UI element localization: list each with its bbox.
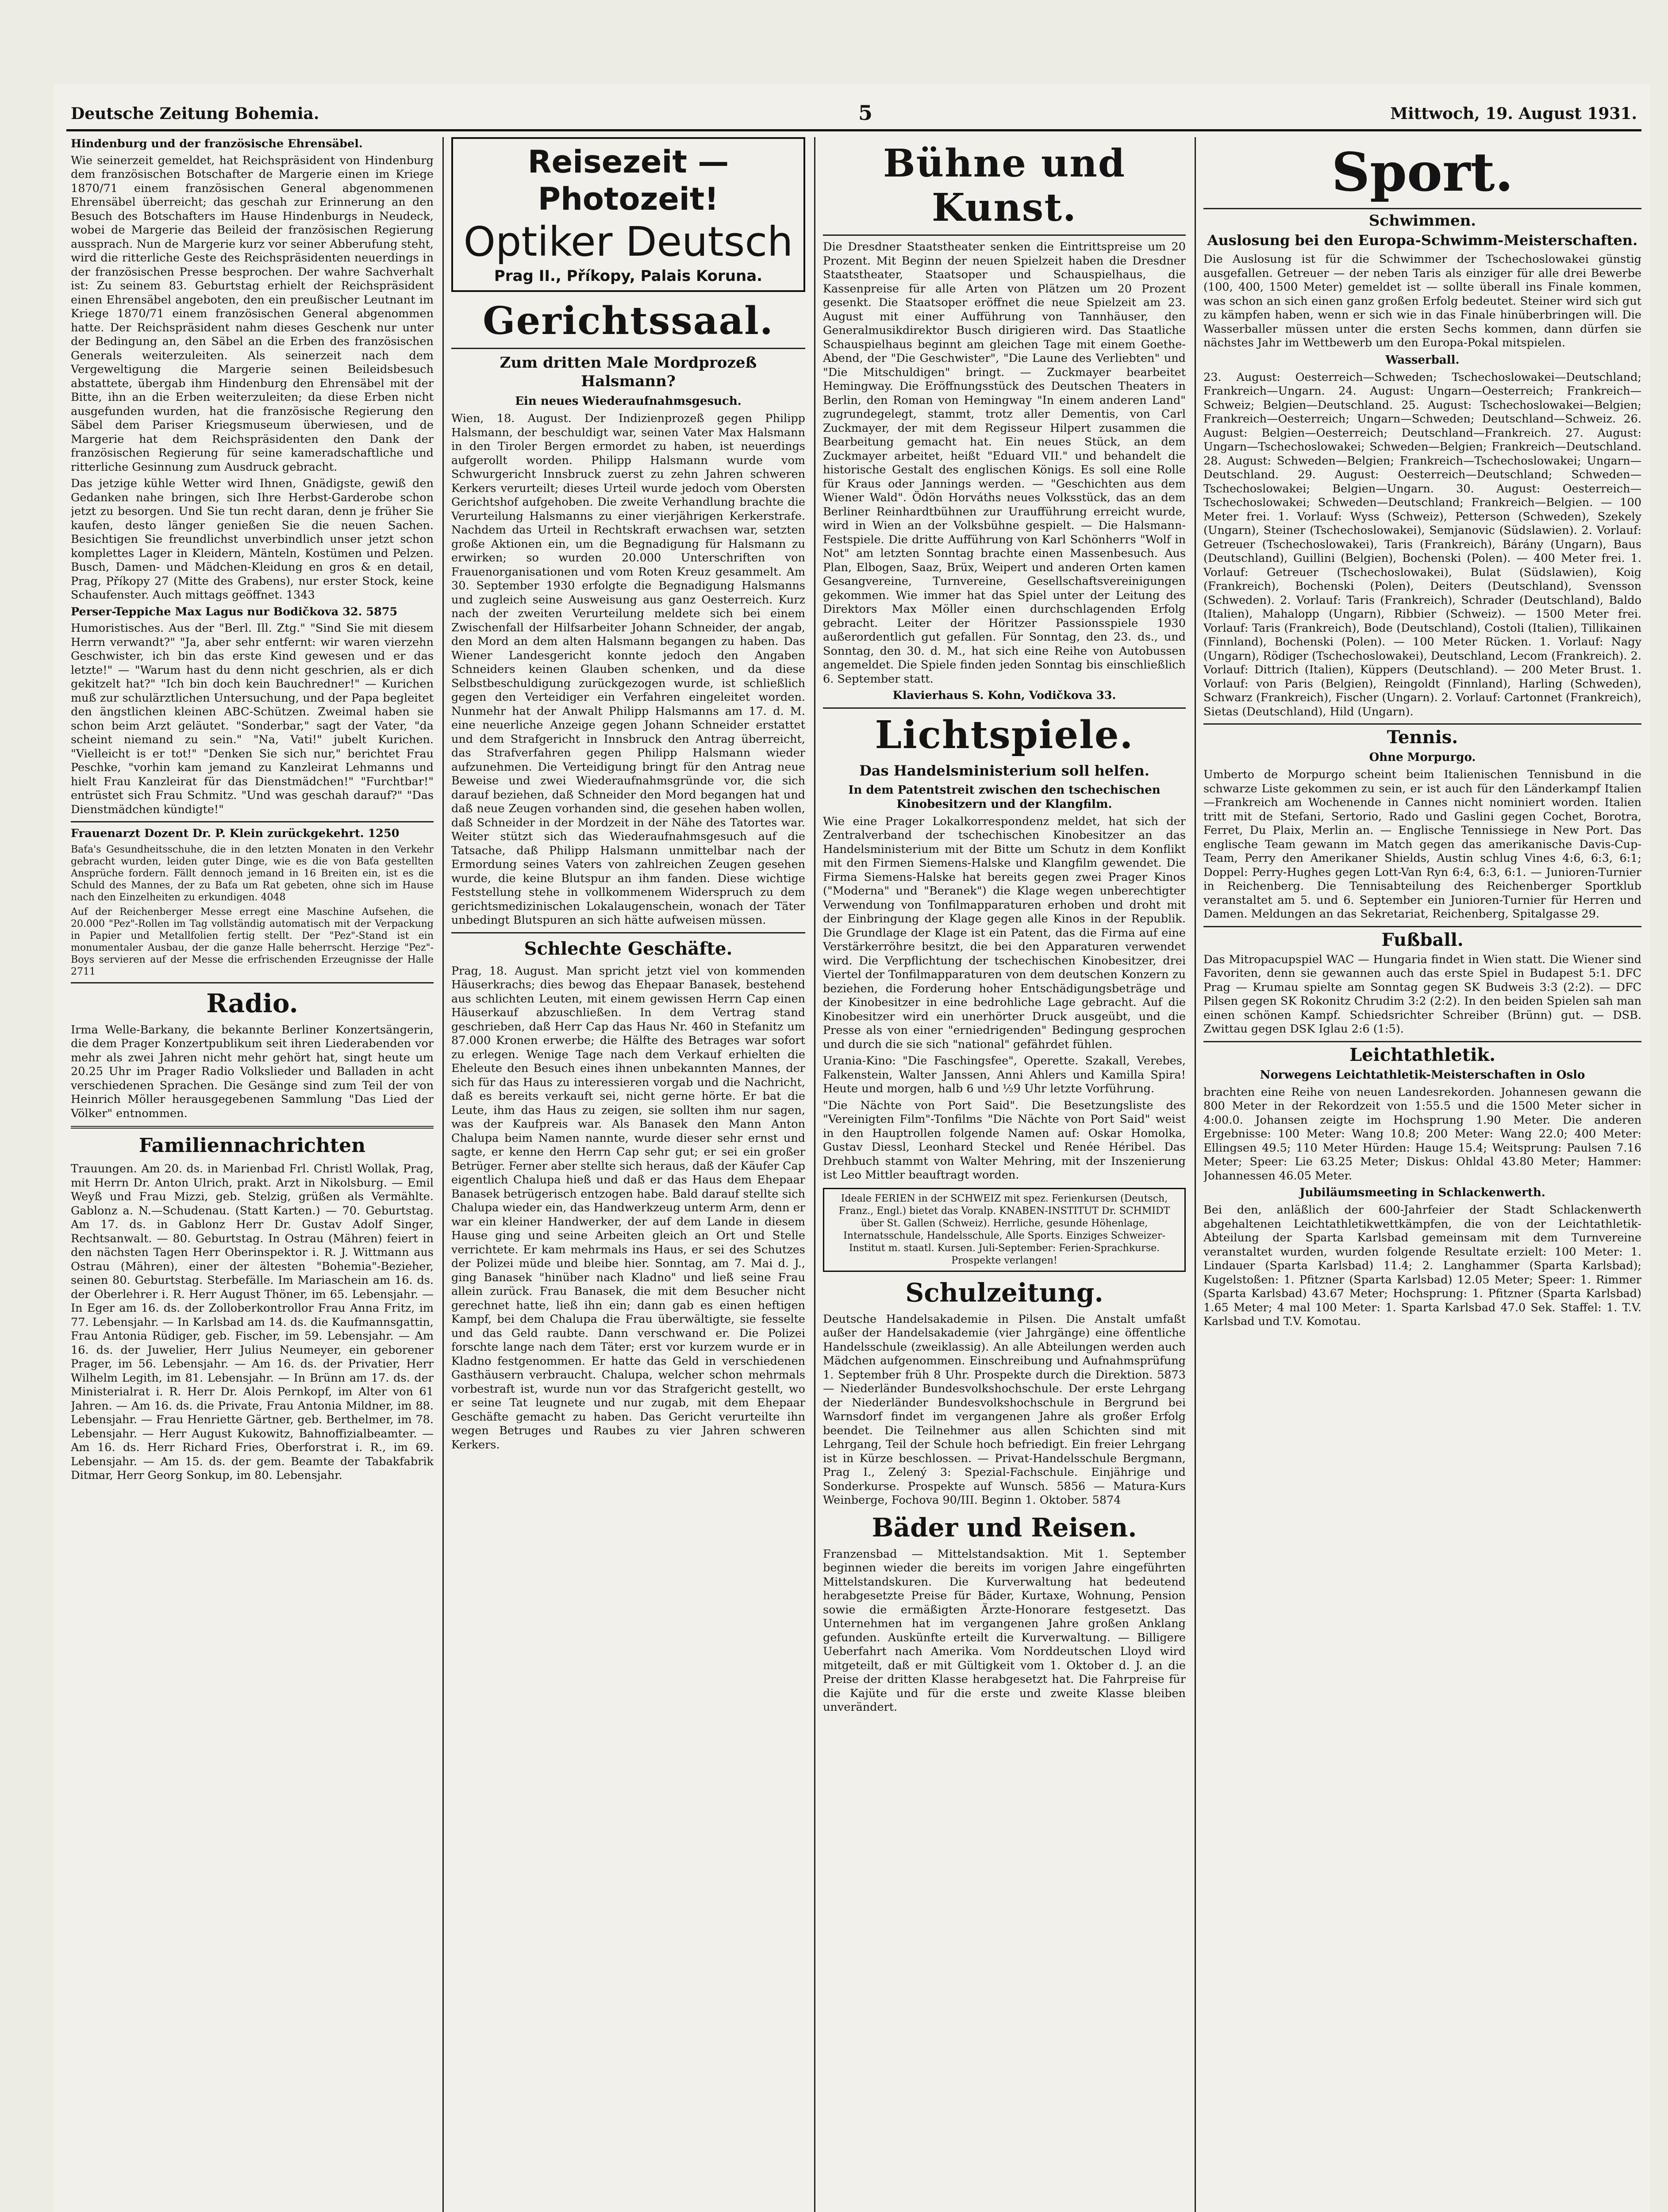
article-subheadline: In dem Patentstreit zwischen den tschechischen Kinobesitzern und der Klangfilm. (848, 783, 1161, 811)
article-headline: Ohne Morpurgo. (1369, 751, 1476, 764)
column-2 (451, 137, 805, 2212)
article-headline: Jubiläumsmeeting in Schlackenwerth. (1299, 1186, 1545, 1199)
article-text: 23. August: Oesterreich—Schweden; Tschechoslowakei—Deutschland; Frankreich—Ungarn. 24. August: Ungarn—Oesterreich; Frankreich—Schweiz; Belgien—Deutschland. 25. August: Tschechoslowakei—Belgien; Frankreich—Oesterreich; Ungarn—Schweden; Deutschland—Schweiz. 26. August: Belgien—Oesterreich; Deutschland—Frankreich. 27. August: Ungarn—Tschechoslowakei; Schweden—Belgien; Frankreich—Deutschland. 28. August: Schweden—Belgien; Frankreich—Tschechoslowakei; Ungarn—Deutschland. 29. August: Oesterreich—Deutschland; Schweden—Tschechoslowakei; Belgien—Ungarn. 30. August: Oesterreich—Tschechoslowakei; Schweden—Deutschland; Frankreich—Belgien. — 100 Meter frei. 1. Vorlauf: Wyss (Schweiz), Petterson (Schweden), Szekely (Ungarn), Steiner (Tschechoslowakei), Semjanovic (Südslawien). 2. Vorlauf: Getreuer (Tschechoslowakei), Taris (Frankreich), Bárány (Ungarn), Baus (Deutschland), Guillini (Belgien), Bochenski (Polen). — 400 Meter frei. 1. Vorlauf: Getreuer (Tschechoslowakei), Bulat (Südslawien), Koig (Frankreich), Bochenski (Polen), Deiters (Deutschland), Svensson (Schweden). 2. Vorlauf: Taris (Frankreich), Schrader (Deutschland), Baldo (Italien), Mahalopp (Ungarn), Ribbier (Schweiz). — 1500 Meter frei. Vorlauf: Taris (Frankreich), Bode (Deutschland), Costoli (Italien), Tillikainen (Finnland), Bochenski (Polen). — 100 Meter Rücken. 1. Vorlauf: Nagy (Ungarn), Rödiger (Tschechoslowakei), Deutschland, Lecom (Frankreich). 2. Vorlauf: Dittrich (Italien), Küppers (Deutschland). — 200 Meter Brust. 1. Vorlauf: von Paris (Belgien), Reingoldt (Finnland), Harling (Schweden), Schwarz (Frankreich), Fischer (Ungarn). 2. Vorlauf: Cartonnet (Frankreich), Sietas (Deutschland), Hild (Ungarn). (1203, 370, 1641, 718)
divider (451, 348, 805, 349)
article-headline: Norwegens Leichtathletik-Meisterschaften in Oslo (1260, 1068, 1585, 1082)
header-page-number: 5 (858, 101, 873, 125)
article-text: Wie seinerzeit gemeldet, hat Reichspräsident von Hindenburg dem französischen Botschafter de Margerie einen im Kriege 1870/71 einem französischen General abgenommenen Ehrensäbel überreicht; das geschah zur Erinnerung an den Besuch des Botschafters im Hause Hindenburgs in Neudeck, wobei de Margerie das Beileid der französischen Regierung aussprach. Nun de Margerie kurz vor seiner Abberufung steht, wird die ritterliche Geste des Reichspräsidenten neuerdings in der französischen Presse besprochen. Der wahre Sachverhalt ist: Zu seinem 83. Geburtstag erhielt der Reichspräsident einen Ehrensäbel angeboten, den ein preußischer Leutnant im Kriege 1870/71 einem französischen General abgenommen hatte. Der Reichspräsident nahm dieses Geschenk nur unter der Bedingung an, den Säbel an die Erben des französischen Generals weiterzuleiten. Als seinerzeit nach dem Vergeweltigung die Margerie seinen Beileidsbesuch abstattete, übergab ihm Hindenburg den Ehrensäbel mit der Bitte, ihn an die Erben weiterzuleiten; da diese Erben nicht ausgefunden wurden, hat die französische Regierung den Säbel dem Pariser Kriegsmuseum überwiesen, und de Margerie hat dem Reichspräsidenten den Dank der französischen Regierung für seine kameradschaftliche und ritterliche Gesinnung zum Ausdruck gebracht. (71, 154, 434, 474)
article-text: Humoristisches. Aus der "Berl. Ill. Ztg." "Sind Sie mit diesem Herrn verwandt?" "Ja, aber sehr entfernt: wir waren vierzehn Geschwister, ich bin das erste Kind gewesen und er das letzte!" — "Warum hast du denn nicht geschrien, als er dich gekitzelt hat?" "Ich bin doch kein Bauchredner!" — Kurichen muß zur schulärztlichen Untersuchung, und der Papa begleitet den ängstlichen kleinen ABC-Schützen. Zweimal haben sie schon beim Arzt geläutet. "Sonderbar," sagt der Vater, "da scheint niemand zu sein." "Na, Vati!" jubelt Kurichen. "Vielleicht is er tot!" "Denken Sie sich nur," berichtet Frau Peschke, "vorhin kam jemand zu Kanzleirat Lehmanns und hielt Frau Kanzleirat für das Dienstmädchen!" "Furchtbar!" entrüstet sich Frau Schmitz. "Und was geschah darauf?" "Das Dienstmädchen kündigte!" (71, 622, 434, 816)
divider (71, 982, 434, 983)
article-headline: Das Handelsministerium soll helfen. (859, 762, 1149, 779)
article-text: Umberto de Morpurgo scheint beim Italienischen Tennisbund in die schwarze Liste gekommen zu sein, er ist auch für den Länderkampf Italien—Frankreich am Wochenende in Cannes nicht nominiert worden. Italien tritt mit de Stefani, Sertorio, Rado und Gaslini gegen Cochet, Borotra, Ferret, Du Plaix, Merlin an. — Englische Tennissiege in New Port. Das englische Team gewann im Match gegen das amerikanische Davis-Cup-Team, Perry den Amerikaner Shields, Austin schlug Vines 4:6, 6:3, 6:1; Doppel: Perry-Hughes gegen Lott-Van Ryn 6:4, 6:3, 6:1. — Junioren-Turnier in Reichenberg. Die Tennisabteilung des Reichenberger Sportklub veranstaltet am 5. und 6. September ein Junioren-Turnier für Herren und Damen. Meldungen an das Sekretariat, Reichenberg, Spitalgasse 29. (1203, 768, 1641, 921)
column-4 (1203, 137, 1641, 2212)
subsection-heading-football: Fußball. (1381, 929, 1464, 950)
institute-advertisement: Ideale FERIEN in der SCHWEIZ mit spez. Ferienkursen (Deutsch, Franz., Engl.) bietet das Voralp. KNABEN-INSTITUT Dr. SCHMIDT über St. Gallen (Schweiz). Herrliche, gesunde Höhenlage, Internatsschule, Handelsschule, Alle Sports. Einziges Schweizer-Institut m. staatl. Kursen. Juli-September: Ferien-Sprachkurse. Prospekte verlangen! (823, 1188, 1186, 1272)
article-text: brachten eine Reihe von neuen Landesrekorden. Johannesen gewann die 800 Meter in der Rekordzeit von 1:55.5 und die 1500 Meter sicher in 4:00.0. Johansen zeigte im Hochsprung 1.90 Meter. Die anderen Ergebnisse: 100 Meter: Wang 10.8; 200 Meter: Wang 22.0; 400 Meter: Ellingsen 49.5; 110 Meter Hürden: Hauge 15.4; Weitsprung: Paulsen 7.16 Meter; Speer: Lie 63.25 Meter; Diskus: Ohldal 43.80 Meter; Hammer: Johannessen 46.05 Meter. (1203, 1085, 1641, 1183)
divider (71, 1126, 434, 1129)
column-rule (1195, 137, 1196, 2212)
section-heading-family: Familiennachrichten (138, 1134, 366, 1157)
article-text: Irma Welle-Barkany, die bekannte Berliner Konzertsängerin, die dem Prager Konzertpublikum seit ihren Liederabenden vor mehr als zwei Jahren nicht mehr gehört hat, singt heute um 20.25 Uhr im Prager Radio Volkslieder und Balladen in acht verschiedenen Sprachen. Die Gesänge sind zum Teil der von Heinrich Möller herausgegebenen Sammlung "Das Lied der Völker" entnommen. (71, 1023, 434, 1120)
article-subheadline: Ein neues Wiederaufnahmsgesuch. (515, 395, 742, 408)
notice-text: Baťa's Gesundheitsschuhe, die in den letzten Monaten in den Verkehr gebracht wurden, leiden guter Dinge, wie es die von Baťa gestellten Ansprüche fordern. Fällt dennoch jemand in 16 Breiten ein, ist es die Schuld des Mannes, der zu Baťa um Rat gebeten, ohne sich im Hause nach den Einzelheiten zu erkundigen. 4048 (71, 844, 434, 903)
article-text: Prag, 18. August. Man spricht jetzt viel von kommenden Häuserkrachs; dies bewog das Ehepaar Banasek, bestehend aus schlichten Leuten, mit einem gewissen Herrn Cap einen Häuserkauf abzuschließen. In dem Vertrag stand geschrieben, daß Herr Cap das Haus Nr. 460 in Stefanitz um 87.000 Kronen erwerbe; die Hälfte des Betrages war sofort zu erlegen. Wenige Tage nach dem Verkauf erhielten die Eheleute den Besuch eines ihnen unbekannten Mannes, der sich für das Haus zu interessieren vorgab und die Nachricht, daß es bereits verkauft sei, nicht gerne hörte. Er bat die Leute, ihm das Haus zu zeigen, sie sollten ihm nur sagen, was der Kaufpreis war. Als Banasek den Mann Anton Chalupa beim Namen nannte, wurde dieser sehr ernst und sagte, er kenne den Herrn Cap sehr gut; er sei ein großer Betrüger. Ferner aber stellte sich heraus, daß der Käufer Cap eigentlich Chalupa hieß und daß er das Haus dem Ehepaar Banasek betrügerisch entzogen habe. Bald darauf stellte sich Chalupa wieder ein, das Handwerkzeug unterm Arm, denn er war ein kleiner Handwerker, der auf dem Lande in diesem Hause ging und seine Arbeiten gleich an Ort und Stelle verrichtete. Er kam mehrmals ins Haus, er sei des Schutzes der Polizei müde und bleibe hier. Sonntag, am 7. Mai d. J., ging Banasek "hinüber nach Kladno" und ließ seine Frau allein zurück. Frau Banasek, die mit dem Besucher nicht gerechnet hatte, ließ ihn ein; dann gab es einen heftigen Kampf, bei dem Chalupa die Frau überwältigte, sie fesselte und das Geld raubte. Dann verschwand er. Die Polizei forschte lange nach dem Täter; erst vor kurzem wurde er in Kladno festgenommen. Er hatte das Geld in verschiedenen Gasthäusern verbraucht. Chalupa, welcher schon mehrmals vorbestraft ist, wurde nun vor das Strafgericht gestellt, wo er seine Tat leugnete und nur zugab, mit dem Ehepaar Geschäfte gemacht zu haben. Das Gericht verurteilte ihn wegen Betruges und Raubes zu vier Jahren schweren Kerkers. (451, 964, 805, 1452)
article-text: Die Dresdner Staatstheater senken die Eintrittspreise um 20 Prozent. Mit Beginn der neuen Spielzeit haben die Dresdner Staatstheater, Staatsoper und Schauspielhaus, die Kassenpreise für alle Arten von Plätzen um 20 Prozent gesenkt. Die Staatsoper eröffnet die neue Spielzeit am 23. August mit einer Aufführung von Tannhäuser, den Generalmusikdirektor Busch dirigieren wird. Das Staatliche Schauspielhaus beginnt am gleichen Tage mit einem Goethe-Abend, der "Die Geschwister", "Die Laune des Verliebten" und "Die Mitschuldigen" bringt. — Zuckmayer bearbeitet Hemingway. Die Eröffnungsstück des Deutschen Theaters in Berlin, den Roman von Hemingway "In einem anderen Land" zugrundegelegt, stammt, trotz aller Dementis, von Carl Zuckmayer, der mit dem Regisseur Hilpert zusammen die Bearbeitung gemacht hat. Ein neues Stück, an dem Zuckmayer arbeitet, heißt "Eduard VII." und behandelt die historische Gestalt des englischen Königs. Es soll eine Rolle für Kraus oder Jannings werden. — "Geschichten aus dem Wiener Wald". Ödön Horváths neues Volksstück, das an dem Berliner Reinhardtbühnen zur Uraufführung erreicht wurde, wird in Wien an der Volksbühne gespielt. — Die Halsmann-Festspiele. Die dritte Aufführung von Karl Schönherrs "Wolf in Not" am letzten Sonntag brachte einen Massenbesuch. Aus Plan, Elbogen, Saaz, Brüx, Weipert und anderen Orten kamen Gesangvereine, Turnvereine, Gesellschaftsvereinigungen gekommen. Wie immer hat das Spiel unter der Leitung des Direktors Max Möller einen durchschlagenden Erfolg gebracht. Leiter der Höritzer Passionsspiele 1930 außerordentlich gut gefallen. Für Sonntag, den 23. ds., und Sonntag, den 30. d. M., hat sich eine Reihe von Autobussen angemeldet. Die Spiele finden jeden Sonntag bis einschließlich 6. September statt. (823, 240, 1186, 686)
divider (71, 821, 434, 822)
article-text: Das Mitropacupspiel WAC — Hungaria findet in Wien statt. Die Wiener sind Favoriten, denn sie gewannen auch das erste Spiel in Budapest 5:1. DFC Prag — Krumau spielte am Sonntag gegen SK Budweis 3:3 (2:2). — DFC Pilsen gegen SK Rokonitz Chrudim 3:2 (2:2). In den beiden Spielen sah man einen schönen Kampf. Schiedsrichter Schreiber (Brünn) gut. — DSB. Zwittau gegen DSK Iglau 2:6 (1:5). (1203, 952, 1641, 1036)
column-rule (442, 137, 444, 2212)
article-text: Deutsche Handelsakademie in Pilsen. Die Anstalt umfaßt außer der Handelsakademie (vier Jahrgänge) eine öffentliche Handelsschule (zweiklassig). An alle Abteilungen werden auch Mädchen aufgenommen. Einschreibung und Aufnahmsprüfung 1. September früh 8 Uhr. Prospekte durch die Direktion. 5873 — Niederländer Bundesvolkshochschule. Der erste Lehrgang der Niederländer Bundesvolkshochschule in Bergrund bei Warnsdorf findet im vergangenen Jahre als großer Erfolg beendet. Die Teilnehmer aus allen Schichten sind mit Lehrgang, Teil der Schule hoch befriedigt. Ein freier Lehrgang ist in Kürze beschlossen. — Privat-Handelsschule Bergmann, Prag I., Zelený 3: Spezial-Fachschule. Einjährige und Sonderkurse. Prospekte auf Wunsch. 5856 — Matura-Kurs Weinberge, Fochova 90/III. Beginn 1. Oktober. 5874 (823, 1312, 1186, 1507)
running-header (66, 103, 1641, 131)
column-1 (71, 137, 434, 2212)
divider (823, 707, 1186, 709)
section-heading-school: Schulzeitung. (905, 1277, 1103, 1308)
advertisement-text: Das jetzige kühle Wetter wird Ihnen, Gnädigste, gewiß den Gedanken nahe bringen, sich Ihre Herbst-Garderobe schon jetzt zu besorgen. Und Sie tun recht daran, denn je früher Sie kaufen, desto länger genießen Sie die neuen Sachen. Besichtigen Sie freundlichst unverbindlich unser jetzt schon komplettes Lager in Kleidern, Mänteln, Kostümen und Pelzen. Busch, Damen- und Mädchen-Kleidung en gros & en detail, Prag, Příkopy 27 (Mitte des Grabens), nur erster Stock, keine Schaufenster. Auch mittags geöffnet. 1343 (71, 477, 434, 602)
divider (823, 234, 1186, 236)
section-heading-baths: Bäder und Reisen. (872, 1512, 1137, 1543)
article-headline: Schlechte Geschäfte. (524, 938, 733, 959)
ad-company-name: Optiker Deutsch (463, 218, 793, 265)
article-headline: Zum dritten Male Mordprozeß Halsmann? (500, 354, 757, 390)
article-text: Wie eine Prager Lokalkorrespondenz meldet, hat sich der Zentralverband der tschechischen Kinobesitzer an das Handelsministerium mit der Bitte um Schutz in dem Konflikt mit den Firmen Siemens-Halske und Klangfilm gewendet. Die Firma Siemens-Halske hat bereits gegen zwei Prager Kinos ("Moderna" und "Beranek") die Klage wegen unberechtigter Verwendung von Tonfilmapparaturen erhoben und droht mit der Einbringung der Klage gegen alle Kinos in der Republik. Die Grundlage der Klage ist ein Patent, das die Firma auf eine Verstärkerröhre besitzt, die bei den Apparaturen verwendet wird. Die Verpflichtung der tschechischen Kinobesitzer, drei Viertel der Tonfilmapparaturen von dem deutschen Konzern zu beziehen, die Forderung hoher Entschädigungsbeträge und der Kinobesitzer in eine bedrohliche Lage gebracht. Auf die Kinobesitzer wird ein unerhörter Druck ausgeübt, und die Presse als von einer "erniedrigenden" Bedingung gesprochen und durch die sie sich "national" gefährdet fühlen. (823, 814, 1186, 1051)
divider (1203, 1041, 1641, 1042)
advertisement-text: Perser-Teppiche Max Lagus nur Bodičkova 32. 5875 (71, 605, 398, 618)
section-heading-radio: Radio. (206, 988, 298, 1018)
header-date: Mittwoch, 19. August 1931. (1390, 104, 1637, 123)
article-headline: Hindenburg und der französische Ehrensäbel. (71, 137, 363, 150)
header-paper-name: Deutsche Zeitung Bohemia. (71, 104, 319, 123)
divider (451, 932, 805, 933)
optiker-advertisement (451, 137, 805, 292)
column-rule (814, 137, 815, 2212)
section-heading-court: Gerichtssaal. (483, 299, 774, 343)
section-heading-film: Lichtspiele. (875, 712, 1134, 757)
divider (1203, 926, 1641, 927)
article-text: Die Auslosung ist für die Schwimmer der Tschechoslowakei günstig ausgefallen. Getreuer — der neben Taris als einziger für alle drei Bewerbe (100, 400, 1500 Meter) gemeldet ist — sollte überall ins Finale kommen, was schon an sich einen ganz großen Erfolg bedeutet. Steiner wird sich gut zu kämpfen haben, wenn er sich wie in das Finale hinüberbringen will. Die Wasserballer müssen unter die ersten Sechs kommen, dann dürfen sie nächstes Jahr im Wettbewerb um den Europa-Pokal mitspielen. (1203, 253, 1641, 349)
article-text: Trauungen. Am 20. ds. in Marienbad Frl. Christl Wollak, Prag, mit Herrn Dr. Anton Ulrich, prakt. Arzt in Nikolsburg. — Emil Weyß und Frau Mizzi, geb. Stelzig, grüßen als Vermählte. Gablonz a. N.—Schudenau. (Statt Karten.) — 70. Geburtstag. Am 17. ds. in Gablonz Herr Dr. Gustav Adolf Singer, Rechtsanwalt. — 80. Geburtstag. In Ostrau (Mähren) feiert in den nächsten Tagen Herr Oberinspektor i. R. J. Wittmann aus Ostrau (Mähren), einer der ältesten "Bohemia"-Bezieher, seinen 80. Geburtstag. Sterbefälle. Im Mariaschein am 16. ds. der Oberlehrer i. R. Herr August Thöner, im 65. Lebensjahr. — In Eger am 16. ds. der Zolloberkontrollor Frau Anna Fritz, im 77. Lebensjahr. — In Karlsbad am 14. ds. die Kaufmannsgattin, Frau Antonia Rüdiger, geb. Fischer, im 59. Lebensjahr. — Am 16. ds. der Juwelier, Herr Julius Neumeyer, ein geborener Prager, im 56. Lebensjahr. — Am 16. ds. der Privatier, Herr Wilhelm Legith, im 81. Lebensjahr. — In Brünn am 17. ds. der Ministerialrat i. R. Herr Dr. Alois Pernkopf, im Alter von 61 Jahren. — Am 16. ds. die Private, Frau Antonia Mildner, im 88. Lebensjahr. — Frau Henriette Gärtner, geb. Berthelmer, im 78. Lebensjahr. — Herr August Kukowitz, Bahnoffizialbeamter. — Am 16. ds. Herr Richard Fries, Oberforstrat i. R., im 69. Lebensjahr. — Am 15. ds. der gem. Beamte der Tabakfabrik Ditmar, Herr Georg Sonkup, im 80. Lebensjahr. (71, 1162, 434, 1482)
column-3 (823, 137, 1186, 2212)
article-text: "Die Nächte von Port Said". Die Besetzungsliste des "Vereinigten Film"-Tonfilms "Die Nächte von Port Said" weist in den Hauptrollen folgende Namen auf: Oskar Homolka, Gustav Diessl, Leonhard Steckel und Renée Héribel. Das Drehbuch stammt von Walter Mehring, mit der Inszenierung ist Leo Mittler beauftragt worden. (823, 1098, 1186, 1182)
divider (1203, 723, 1641, 725)
notice-text: Auf der Reichenberger Messe erregt eine Maschine Aufsehen, die 20.000 "Pez"-Rollen im Tag vollständig automatisch mit der Verpackung in Papier und Metallfolien fertig stellt. Der "Pez"-Stand ist ein monumentaler Ausbau, der die ganze Halle beherrscht. Herzige "Pez"-Boys servieren auf der Messe die erfrischenden Erzeugnisse der Halle 2711 (71, 906, 434, 977)
section-heading-sport: Sport. (1331, 141, 1514, 204)
article-headline: Auslosung bei den Europa-Schwimm-Meisterschaften. (1207, 232, 1638, 249)
subsection-heading-swimming: Schwimmen. (1368, 212, 1476, 230)
article-text: Wien, 18. August. Der Indizienprozeß gegen Philipp Halsmann, der beschuldigt war, seinen Vater Max Halsmann in den Tiroler Bergen ermordet zu haben, ist neuerdings aufgerollt worden. Philipp Halsmann wurde vom Schwurgericht Innsbruck zuerst zu zehn Jahren schweren Kerkers verurteilt; dieses Urteil wurde jedoch vom Obersten Gerichtshof aufgehoben. Die zweite Verhandlung brachte die Verurteilung Halsmanns zu einer vierjährigen Kerkerstrafe. Nachdem das Urteil in Rechtskraft erwachsen war, setzten große Aktionen ein, um die Begnadigung für Halsmann zu erwirken; so wurden 20.000 Unterschriften von Frauenorganisationen und vom Roten Kreuz gesammelt. Am 30. September 1930 erfolgte die Begnadigung Halsmanns und zugleich seine Ausweisung aus ganz Oesterreich. Kurz nach der zweiten Verurteilung meldete sich bei einem Zwischenfall der Hilfsarbeiter Johann Schneider, der angab, den Mord an dem alten Halsmann begangen zu haben. Das Wiener Landesgericht konnte jedoch den Angaben Schneiders keinen Glauben schenken, und da diese Selbstbeschuldigung zurückgezogen wurde, ist schließlich gegen den Verteidiger ein Verfahren eingeleitet worden. Nunmehr hat der Anwalt Philipp Halsmanns am 17. d. M. eine neuerliche Anzeige gegen Johann Schneider erstattet und dem Strafgericht in Innsbruck den Antrag überreicht, das Strafverfahren gegen Philipp Halsmann wieder aufzunehmen. Die Verteidigung bringt für den Antrag neue Beweise und zwei Wiederaufnahmsgründe vor, die sich darauf beziehen, daß Schneider den Mord begangen hat und daß neue Zeugen vorhanden sind, die gesehen haben wollen, daß Schneider in der Mordzeit in der Nähe des Tatortes war. Weiter stützt sich das Wiederaufnahmsgesuch auf die Tatsache, daß Philipp Halsmann unmittelbar nach der Ermordung seines Vaters von zahlreichen Zeugen gesehen wurde, die keine Blutspur an ihm fanden. Diese wichtige Feststellung stehe in vollkommenem Widerspruch zu dem gerichtsmedizinischen Lokalaugenschein, wonach der Täter unbedingt Blutspuren an sich hätte aufweisen müssen. (451, 412, 805, 927)
subsection-heading-athletics: Leichtathletik. (1349, 1044, 1496, 1065)
ad-headline: Reisezeit — Photozeit! (527, 144, 729, 217)
section-heading-stage: Bühne und Kunst. (883, 141, 1126, 230)
article-text: Franzensbad — Mittelstandsaktion. Mit 1. September beginnen wieder die bereits im vorigen Jahre eingeführten Mittelstandskuren. Die Kurverwaltung hat bedeutend herabgesetzte Preise für Bäder, Kurtaxe, Wohnung, Pension sowie die ermäßigten Ärzte-Honorare festgesetzt. Das Unternehmen hat im vergangenen Jahre großen Anklang gefunden. Auskünfte erteilt die Kurverwaltung. — Billigere Ueberfahrt nach Amerika. Vom Norddeutschen Lloyd wird mitgeteilt, daß er mit Gültigkeit vom 1. Oktober d. J. an die Preise der dritten Klasse herabgesetzt hat. Die Fahrpreise für die Kajüte und für die erste und zweite Klasse bleiben unverändert. (823, 1547, 1186, 1714)
divider (1203, 208, 1641, 209)
notice-text: Frauenarzt Dozent Dr. P. Klein zurückgekehrt. 1250 (71, 827, 400, 840)
ad-address: Prag II., Příkopy, Palais Koruna. (494, 267, 763, 285)
advertisement-text: Klavierhaus S. Kohn, Vodičkova 33. (892, 689, 1116, 702)
article-text: Urania-Kino: "Die Faschingsfee", Operette. Szakall, Verebes, Falkenstein, Walter Janssen, Anni Ahlers und Kamilla Spira! Heute und morgen, halb 6 und ½9 Uhr letzte Vorführung. (823, 1054, 1186, 1095)
article-text: Bei den, anläßlich der 600-Jahrfeier der Stadt Schlackenwerth abgehaltenen Leichtathletikwettkämpfen, die von der Leichtathletik-Abteilung der Sparta Karlsbad gemeinsam mit dem Turnvereine veranstaltet wurden, wurden folgende Resultate erzielt: 100 Meter: 1. Lindauer (Sparta Karlsbad) 11.4; 2. Langhammer (Sparta Karlsbad); Kugelstoßen: 1. Pfitzner (Sparta Karlsbad) 12.05 Meter; Speer: 1. Rimmer (Sparta Karlsbad) 43.67 Meter; Hochsprung: 1. Pfitzner (Sparta Karlsbad) 1.65 Meter; 4 mal 100 Meter: 1. Sparta Karlsbad 47.0 Sek. Staffel: 1. T.V. Karlsbad und T.V. Komotau. (1203, 1203, 1641, 1328)
subsection-heading-waterpolo: Wasserball. (1385, 353, 1460, 367)
subsection-heading-tennis: Tennis. (1387, 727, 1458, 748)
